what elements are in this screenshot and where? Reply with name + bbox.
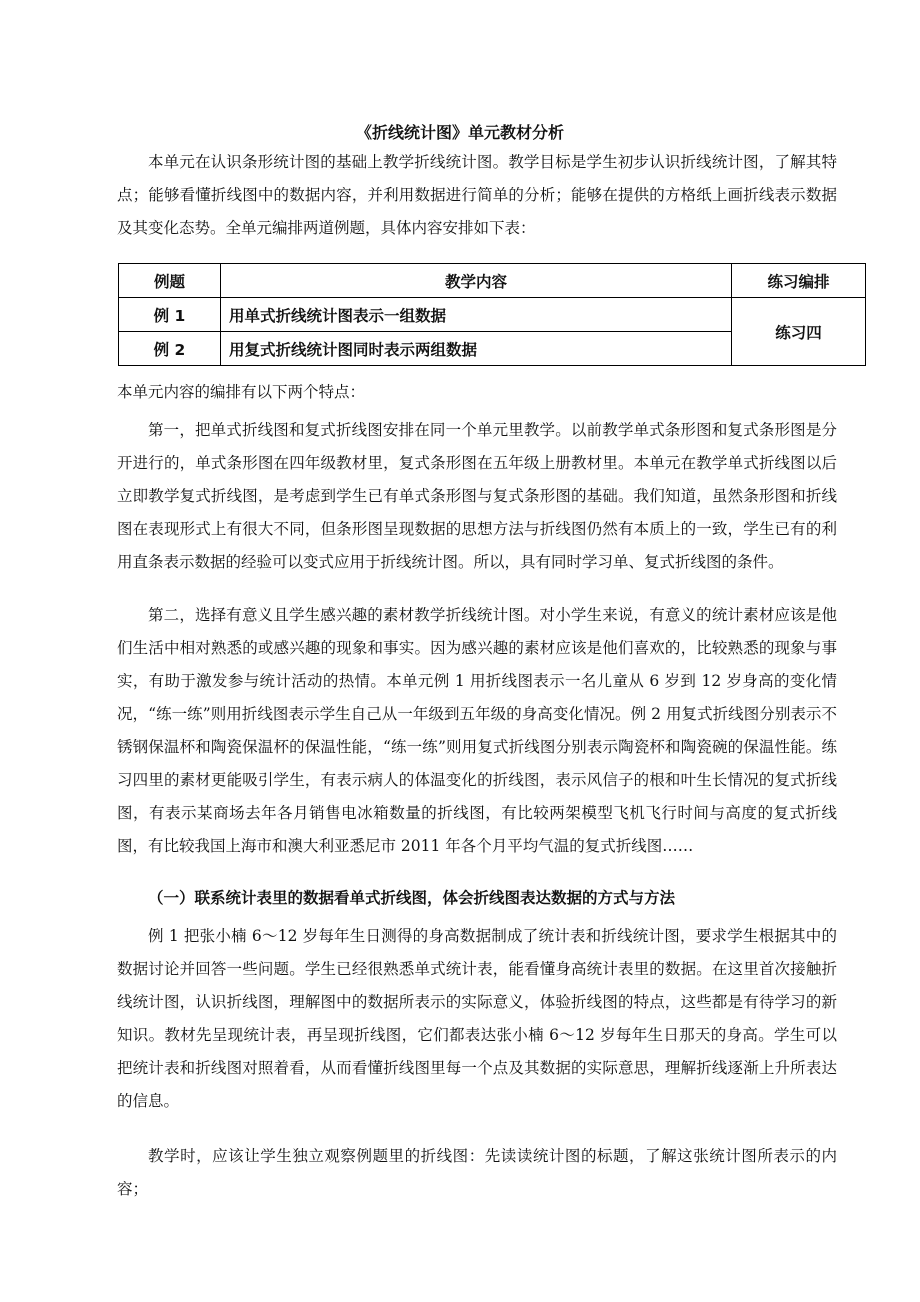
- section-1-heading: （一）联系统计表里的数据看单式折线图，体会折线图表达数据的方式与方法: [148, 889, 676, 907]
- feature-1-paragraph: 第一，把单式折线图和复式折线图安排在同一个单元里教学。以前教学单式条形图和复式条形图是分开进行的，单式条形图在四年级教材里，复式条形图在五年级上册教材里。本单元在教学单式折线图以后立即教学复式折线图，是考虑到学生已有单式条形图与复式条形图的基础。我们知道，虽然条形图和折线图在表现形式上有很大不同，但条形图呈现数据的思想方法与折线图仍然有本质上的一致，学生已有的利用直条表示数据的经验可以变式应用于折线统计图。所以，具有同时学习单、复式折线图的条件。: [117, 421, 837, 571]
- table-cell-practice: 练习四: [732, 298, 866, 366]
- table-header-example: 例题: [119, 264, 221, 298]
- unit-plan-table: [118, 263, 866, 366]
- section-1-paragraph-2: 教学时，应该让学生独立观察例题里的折线图：先读读统计图的标题，了解这张统计图所表示的内容；: [117, 1147, 837, 1198]
- document-title: 《折线统计图》单元教材分析: [355, 123, 564, 142]
- table-cell-content: 用复式折线统计图同时表示两组数据: [221, 332, 732, 366]
- table-cell-content: 用单式折线统计图表示一组数据: [221, 298, 732, 332]
- table-row: [119, 298, 866, 332]
- table-cell-example: 例 1: [119, 298, 221, 332]
- table-header-content: 教学内容: [221, 264, 732, 298]
- feature-2-paragraph: 第二，选择有意义且学生感兴趣的素材教学折线统计图。对小学生来说，有意义的统计素材应该是他们生活中相对熟悉的或感兴趣的现象和事实。因为感兴趣的素材应该是他们喜欢的，比较熟悉的现象与事实，有助于激发参与统计活动的热情。本单元例 1 用折线图表示一名儿童从 6 岁到 12 岁身高的变化情况，“练一练”则用折线图表示学生自己从一年级到五年级的身高变化情况。例 2 用复式折线图分别表示不锈钢保温杯和陶瓷保温杯的保温性能，“练一练”则用复式折线图分别表示陶瓷杯和陶瓷碗的保温性能。练习四里的素材更能吸引学生，有表示病人的体温变化的折线图，表示风信子的根和叶生长情况的复式折线图，有表示某商场去年各月销售电冰箱数量的折线图，有比较两架模型飞机飞行时间与高度的复式折线图，有比较我国上海市和澳大利亚悉尼市 2011 年各个月平均气温的复式折线图……: [117, 606, 837, 855]
- intro-paragraph: 本单元在认识条形统计图的基础上教学折线统计图。教学目标是学生初步认识折线统计图，了解其特点；能够看懂折线图中的数据内容，并利用数据进行简单的分析；能够在提供的方格纸上画折线表示数据及其变化态势。全单元编排两道例题，具体内容安排如下表：: [117, 153, 837, 237]
- table-header-practice: 练习编排: [732, 264, 866, 298]
- table-cell-example: 例 2: [119, 332, 221, 366]
- section-1-paragraph-1: 例 1 把张小楠 6～12 岁每年生日测得的身高数据制成了统计表和折线统计图，要求学生根据其中的数据讨论并回答一些问题。学生已经很熟悉单式统计表，能看懂身高统计表里的数据。在这里首次接触折线统计图，认识折线图，理解图中的数据所表示的实际意义，体验折线图的特点，这些都是有待学习的新知识。教材先呈现统计表，再呈现折线图，它们都表达张小楠 6～12 岁每年生日那天的身高。学生可以把统计表和折线图对照着看，从而看懂折线图里每一个点及其数据的实际意思，理解折线逐渐上升所表达的信息。: [117, 927, 837, 1110]
- features-intro: 本单元内容的编排有以下两个特点：: [117, 383, 366, 401]
- table-header-row: [119, 264, 866, 298]
